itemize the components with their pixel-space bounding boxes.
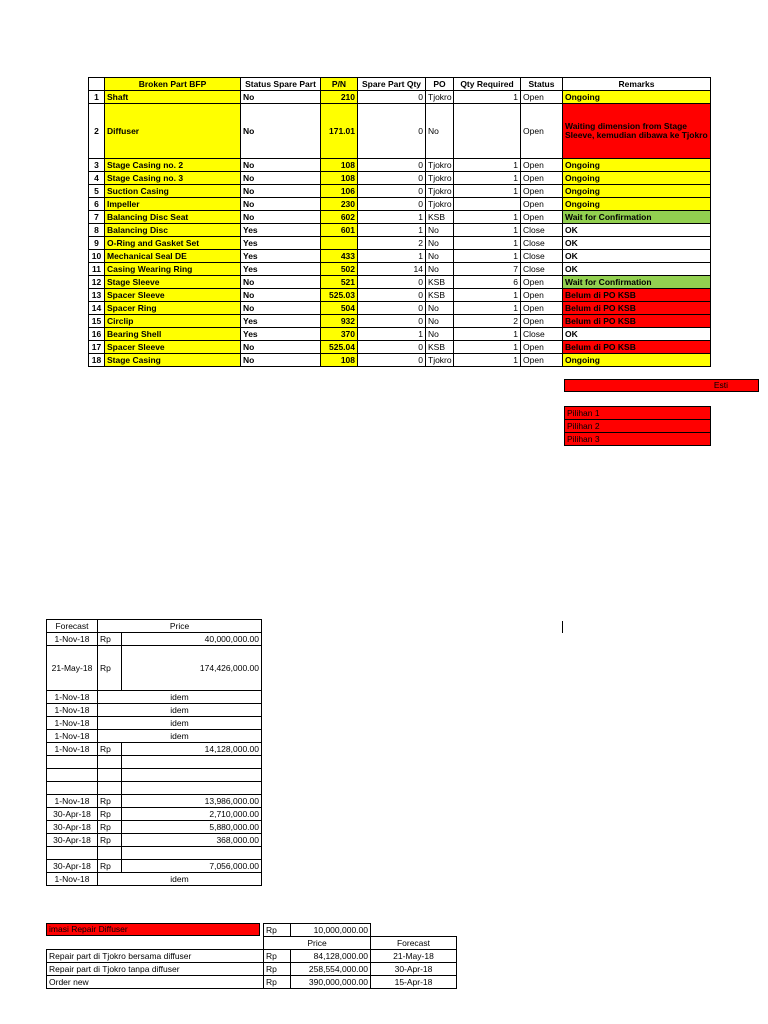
row-number: 1 (89, 91, 105, 104)
po-cell: KSB (426, 211, 454, 224)
spare-part-status: No (241, 172, 321, 185)
spare-part-status: Yes (241, 315, 321, 328)
forecast-date: 30-Apr-18 (47, 808, 98, 821)
qty-required: 1 (454, 250, 521, 263)
table-row (89, 198, 711, 211)
forecast-price: 368,000.00 (122, 834, 262, 847)
spare-part-qty: 0 (358, 289, 426, 302)
table-header-row (89, 78, 711, 91)
repair-estimate-cur: Rp (264, 924, 291, 937)
remarks-cell: Belum di PO KSB (563, 341, 711, 354)
status-cell: Open (521, 315, 563, 328)
spare-part-qty: 0 (358, 198, 426, 211)
repair-header-price: Price (264, 937, 371, 950)
part-number: 504 (321, 302, 358, 315)
table-row (89, 159, 711, 172)
spare-part-qty: 1 (358, 211, 426, 224)
forecast-price (122, 847, 262, 860)
row-number: 4 (89, 172, 105, 185)
po-cell: KSB (426, 276, 454, 289)
forecast-currency (98, 847, 122, 860)
repair-forecast-date: 21-May-18 (371, 950, 457, 963)
status-cell: Open (521, 211, 563, 224)
status-cell: Close (521, 263, 563, 276)
header-remarks: Remarks (563, 78, 711, 91)
repair-estimate-price: 10,000,000.00 (291, 924, 371, 937)
spare-part-qty: 0 (358, 302, 426, 315)
remarks-cell: Belum di PO KSB (563, 289, 711, 302)
row-number: 11 (89, 263, 105, 276)
forecast-row (47, 646, 262, 691)
row-number: 12 (89, 276, 105, 289)
spare-part-qty: 1 (358, 328, 426, 341)
header-po: PO (426, 78, 454, 91)
remarks-cell: Ongoing (563, 185, 711, 198)
part-number: 108 (321, 172, 358, 185)
forecast-row (47, 769, 262, 782)
remarks-cell: Ongoing (563, 172, 711, 185)
spare-part-status: No (241, 302, 321, 315)
table-row (89, 354, 711, 367)
remarks-cell: OK (563, 237, 711, 250)
row-number: 9 (89, 237, 105, 250)
table-row (89, 276, 711, 289)
forecast-row (47, 691, 262, 704)
header-broken-part: Broken Part BFP (105, 78, 241, 91)
repair-row (47, 976, 457, 989)
part-name: Balancing Disc (105, 224, 241, 237)
part-name: Spacer Sleeve (105, 341, 241, 354)
forecast-currency: Rp (98, 795, 122, 808)
repair-header-forecast: Forecast (371, 937, 457, 950)
forecast-price: 174,426,000.00 (122, 646, 262, 691)
remarks-cell: OK (563, 250, 711, 263)
part-number: 433 (321, 250, 358, 263)
forecast-currency (98, 782, 122, 795)
qty-required: 1 (454, 185, 521, 198)
forecast-price: idem (98, 691, 262, 704)
status-cell: Open (521, 341, 563, 354)
forecast-currency (98, 756, 122, 769)
status-cell: Close (521, 250, 563, 263)
repair-table (46, 936, 457, 989)
spare-part-status: No (241, 276, 321, 289)
forecast-date: 1-Nov-18 (47, 633, 98, 646)
part-number (321, 237, 358, 250)
status-cell: Close (521, 224, 563, 237)
remarks-cell: Wait for Confirmation (563, 211, 711, 224)
qty-required: 7 (454, 263, 521, 276)
part-number: 521 (321, 276, 358, 289)
forecast-date: 30-Apr-18 (47, 834, 98, 847)
part-name: Suction Casing (105, 185, 241, 198)
row-number: 8 (89, 224, 105, 237)
table-row (89, 250, 711, 263)
spare-part-qty: 1 (358, 250, 426, 263)
status-cell: Close (521, 237, 563, 250)
forecast-row (47, 782, 262, 795)
part-number: 602 (321, 211, 358, 224)
forecast-price: idem (98, 717, 262, 730)
part-name: Shaft (105, 91, 241, 104)
row-number: 5 (89, 185, 105, 198)
forecast-date: 1-Nov-18 (47, 795, 98, 808)
forecast-price: 5,880,000.00 (122, 821, 262, 834)
spare-part-status: No (241, 211, 321, 224)
spare-part-status: Yes (241, 224, 321, 237)
repair-price: 390,000,000.00 (291, 976, 371, 989)
spare-part-status: No (241, 104, 321, 159)
table-row (89, 328, 711, 341)
qty-required: 1 (454, 211, 521, 224)
spare-part-qty: 14 (358, 263, 426, 276)
forecast-currency (98, 769, 122, 782)
header-no (89, 78, 105, 91)
remarks-cell: Ongoing (563, 354, 711, 367)
qty-required: 2 (454, 315, 521, 328)
part-number: 108 (321, 354, 358, 367)
spare-part-qty: 0 (358, 172, 426, 185)
po-cell: KSB (426, 289, 454, 302)
spare-part-qty: 0 (358, 315, 426, 328)
status-cell: Open (521, 354, 563, 367)
repair-price: 258,554,000.00 (291, 963, 371, 976)
status-cell: Open (521, 159, 563, 172)
table-row (89, 302, 711, 315)
part-number: 502 (321, 263, 358, 276)
forecast-date: 1-Nov-18 (47, 704, 98, 717)
repair-header-row (47, 937, 457, 950)
remarks-cell: OK (563, 263, 711, 276)
forecast-currency: Rp (98, 808, 122, 821)
remarks-cell: Ongoing (563, 198, 711, 211)
forecast-price: idem (98, 873, 262, 886)
part-number: 525.04 (321, 341, 358, 354)
qty-required: 6 (454, 276, 521, 289)
spare-part-status: No (241, 198, 321, 211)
status-cell: Open (521, 289, 563, 302)
status-cell: Open (521, 276, 563, 289)
text-cursor (562, 621, 563, 633)
part-number: 108 (321, 159, 358, 172)
po-cell: Tjokro (426, 354, 454, 367)
forecast-row (47, 834, 262, 847)
po-cell: No (426, 328, 454, 341)
table-row (89, 224, 711, 237)
po-cell: No (426, 263, 454, 276)
repair-forecast-date: 15-Apr-18 (371, 976, 457, 989)
option-1: Pilihan 1 (565, 407, 711, 420)
estimate-bar (564, 379, 759, 392)
option-2: Pilihan 2 (565, 420, 711, 433)
po-cell: Tjokro (426, 91, 454, 104)
spare-part-status: Yes (241, 328, 321, 341)
part-number: 601 (321, 224, 358, 237)
repair-currency: Rp (264, 976, 291, 989)
forecast-currency: Rp (98, 860, 122, 873)
forecast-date (47, 769, 98, 782)
repair-price: 84,128,000.00 (291, 950, 371, 963)
forecast-price: idem (98, 730, 262, 743)
part-name: O-Ring and Gasket Set (105, 237, 241, 250)
forecast-price: 14,128,000.00 (122, 743, 262, 756)
row-number: 14 (89, 302, 105, 315)
header-pn: P/N (321, 78, 358, 91)
row-number: 3 (89, 159, 105, 172)
qty-required: 1 (454, 224, 521, 237)
repair-row (47, 963, 457, 976)
table-row (89, 211, 711, 224)
forecast-price: 40,000,000.00 (122, 633, 262, 646)
forecast-date (47, 847, 98, 860)
repair-forecast-date: 30-Apr-18 (371, 963, 457, 976)
repair-option-label: Repair part di Tjokro tanpa diffuser (47, 963, 264, 976)
header-spare-part-qty: Spare Part Qty (358, 78, 426, 91)
spare-part-status: No (241, 341, 321, 354)
qty-required (454, 104, 521, 159)
status-cell: Open (521, 302, 563, 315)
forecast-date: 1-Nov-18 (47, 873, 98, 886)
part-number: 106 (321, 185, 358, 198)
forecast-row (47, 860, 262, 873)
row-number: 18 (89, 354, 105, 367)
status-cell: Open (521, 104, 563, 159)
forecast-currency: Rp (98, 743, 122, 756)
forecast-row (47, 704, 262, 717)
spare-part-qty: 0 (358, 159, 426, 172)
qty-required: 1 (454, 91, 521, 104)
part-name: Diffuser (105, 104, 241, 159)
forecast-date (47, 756, 98, 769)
remarks-cell: Belum di PO KSB (563, 302, 711, 315)
part-name: Balancing Disc Seat (105, 211, 241, 224)
table-row (89, 237, 711, 250)
forecast-row (47, 821, 262, 834)
spare-part-qty: 0 (358, 354, 426, 367)
spare-part-qty: 0 (358, 276, 426, 289)
spare-part-status: Yes (241, 250, 321, 263)
forecast-date: 1-Nov-18 (47, 743, 98, 756)
row-number: 15 (89, 315, 105, 328)
row-number: 13 (89, 289, 105, 302)
remarks-cell: Ongoing (563, 91, 711, 104)
po-cell: Tjokro (426, 185, 454, 198)
row-number: 17 (89, 341, 105, 354)
forecast-date: 1-Nov-18 (47, 730, 98, 743)
forecast-currency: Rp (98, 821, 122, 834)
header-qty-required: Qty Required (454, 78, 521, 91)
po-cell: No (426, 302, 454, 315)
option-3: Pilihan 3 (565, 433, 711, 446)
part-name: Stage Casing no. 2 (105, 159, 241, 172)
forecast-price: idem (98, 704, 262, 717)
option-row (565, 433, 711, 446)
qty-required: 1 (454, 354, 521, 367)
forecast-price (122, 756, 262, 769)
part-name: Stage Sleeve (105, 276, 241, 289)
part-name: Circlip (105, 315, 241, 328)
forecast-row (47, 717, 262, 730)
part-number: 370 (321, 328, 358, 341)
part-name: Stage Casing no. 3 (105, 172, 241, 185)
spare-part-status: Yes (241, 263, 321, 276)
forecast-date: 30-Apr-18 (47, 860, 98, 873)
po-cell: Tjokro (426, 198, 454, 211)
part-name: Mechanical Seal DE (105, 250, 241, 263)
status-cell: Open (521, 91, 563, 104)
part-name: Spacer Ring (105, 302, 241, 315)
part-number: 171.01 (321, 104, 358, 159)
remarks-cell: Ongoing (563, 159, 711, 172)
table-row (89, 185, 711, 198)
option-row (565, 407, 711, 420)
qty-required: 1 (454, 341, 521, 354)
estimate-label: Esti (713, 380, 728, 390)
row-number: 16 (89, 328, 105, 341)
row-number: 2 (89, 104, 105, 159)
remarks-cell: Wait for Confirmation (563, 276, 711, 289)
remarks-cell: OK (563, 224, 711, 237)
row-number: 7 (89, 211, 105, 224)
forecast-price (122, 782, 262, 795)
part-number: 525.03 (321, 289, 358, 302)
spare-part-qty: 0 (358, 91, 426, 104)
status-cell: Close (521, 328, 563, 341)
qty-required: 1 (454, 172, 521, 185)
forecast-row (47, 730, 262, 743)
repair-option-label: Repair part di Tjokro bersama diffuser (47, 950, 264, 963)
forecast-date: 30-Apr-18 (47, 821, 98, 834)
forecast-currency: Rp (98, 834, 122, 847)
po-cell: Tjokro (426, 159, 454, 172)
repair-row (47, 950, 457, 963)
table-row (89, 172, 711, 185)
header-status-spare-part: Status Spare Part (241, 78, 321, 91)
qty-required: 1 (454, 328, 521, 341)
table-row (89, 341, 711, 354)
forecast-header-row (47, 620, 262, 633)
table-row (89, 104, 711, 159)
forecast-row (47, 873, 262, 886)
forecast-price: 13,986,000.00 (122, 795, 262, 808)
status-cell: Open (521, 172, 563, 185)
spare-part-qty: 2 (358, 237, 426, 250)
part-number: 932 (321, 315, 358, 328)
forecast-row (47, 633, 262, 646)
qty-required: 1 (454, 237, 521, 250)
spare-part-status: No (241, 185, 321, 198)
table-row (89, 315, 711, 328)
table-row (89, 263, 711, 276)
row-number: 10 (89, 250, 105, 263)
forecast-currency: Rp (98, 633, 122, 646)
broken-parts-table (88, 77, 711, 367)
part-name: Bearing Shell (105, 328, 241, 341)
options-table (564, 406, 711, 446)
repair-estimate-value (263, 923, 371, 937)
option-row (565, 420, 711, 433)
po-cell: No (426, 250, 454, 263)
table-row (89, 91, 711, 104)
qty-required: 1 (454, 289, 521, 302)
status-cell: Open (521, 198, 563, 211)
forecast-price: 7,056,000.00 (122, 860, 262, 873)
forecast-row (47, 756, 262, 769)
part-number: 210 (321, 91, 358, 104)
part-number: 230 (321, 198, 358, 211)
spare-part-qty: 0 (358, 341, 426, 354)
forecast-header-date: Forecast (47, 620, 98, 633)
spare-part-qty: 1 (358, 224, 426, 237)
forecast-date: 21-May-18 (47, 646, 98, 691)
row-number: 6 (89, 198, 105, 211)
forecast-price (122, 769, 262, 782)
forecast-date: 1-Nov-18 (47, 717, 98, 730)
forecast-row (47, 808, 262, 821)
repair-option-label: Order new (47, 976, 264, 989)
forecast-row (47, 795, 262, 808)
qty-required (454, 198, 521, 211)
po-cell: Tjokro (426, 172, 454, 185)
spare-part-status: No (241, 91, 321, 104)
remarks-cell: Belum di PO KSB (563, 315, 711, 328)
forecast-price: 2,710,000.00 (122, 808, 262, 821)
forecast-header-price: Price (98, 620, 262, 633)
repair-currency: Rp (264, 963, 291, 976)
spare-part-status: No (241, 354, 321, 367)
forecast-row (47, 847, 262, 860)
forecast-date (47, 782, 98, 795)
spare-part-status: No (241, 159, 321, 172)
po-cell: No (426, 224, 454, 237)
forecast-currency: Rp (98, 646, 122, 691)
part-name: Stage Casing (105, 354, 241, 367)
po-cell: No (426, 237, 454, 250)
po-cell: No (426, 315, 454, 328)
repair-estimate-row (264, 924, 371, 937)
repair-currency: Rp (264, 950, 291, 963)
spare-part-status: Yes (241, 237, 321, 250)
spare-part-qty: 0 (358, 185, 426, 198)
spare-part-status: No (241, 289, 321, 302)
table-row (89, 289, 711, 302)
header-status: Status (521, 78, 563, 91)
remarks-cell: Waiting dimension from Stage Sleeve, kemudian dibawa ke Tjokro (563, 104, 711, 159)
qty-required: 1 (454, 159, 521, 172)
forecast-date: 1-Nov-18 (47, 691, 98, 704)
remarks-cell: OK (563, 328, 711, 341)
forecast-row (47, 743, 262, 756)
po-cell: No (426, 104, 454, 159)
part-name: Spacer Sleeve (105, 289, 241, 302)
spare-part-qty: 0 (358, 104, 426, 159)
status-cell: Open (521, 185, 563, 198)
qty-required: 1 (454, 302, 521, 315)
repair-estimate-label: imasi Repair Diffuser (46, 923, 260, 936)
part-name: Impeller (105, 198, 241, 211)
po-cell: KSB (426, 341, 454, 354)
repair-header-blank (47, 937, 264, 950)
part-name: Casing Wearing Ring (105, 263, 241, 276)
forecast-table (46, 619, 262, 886)
